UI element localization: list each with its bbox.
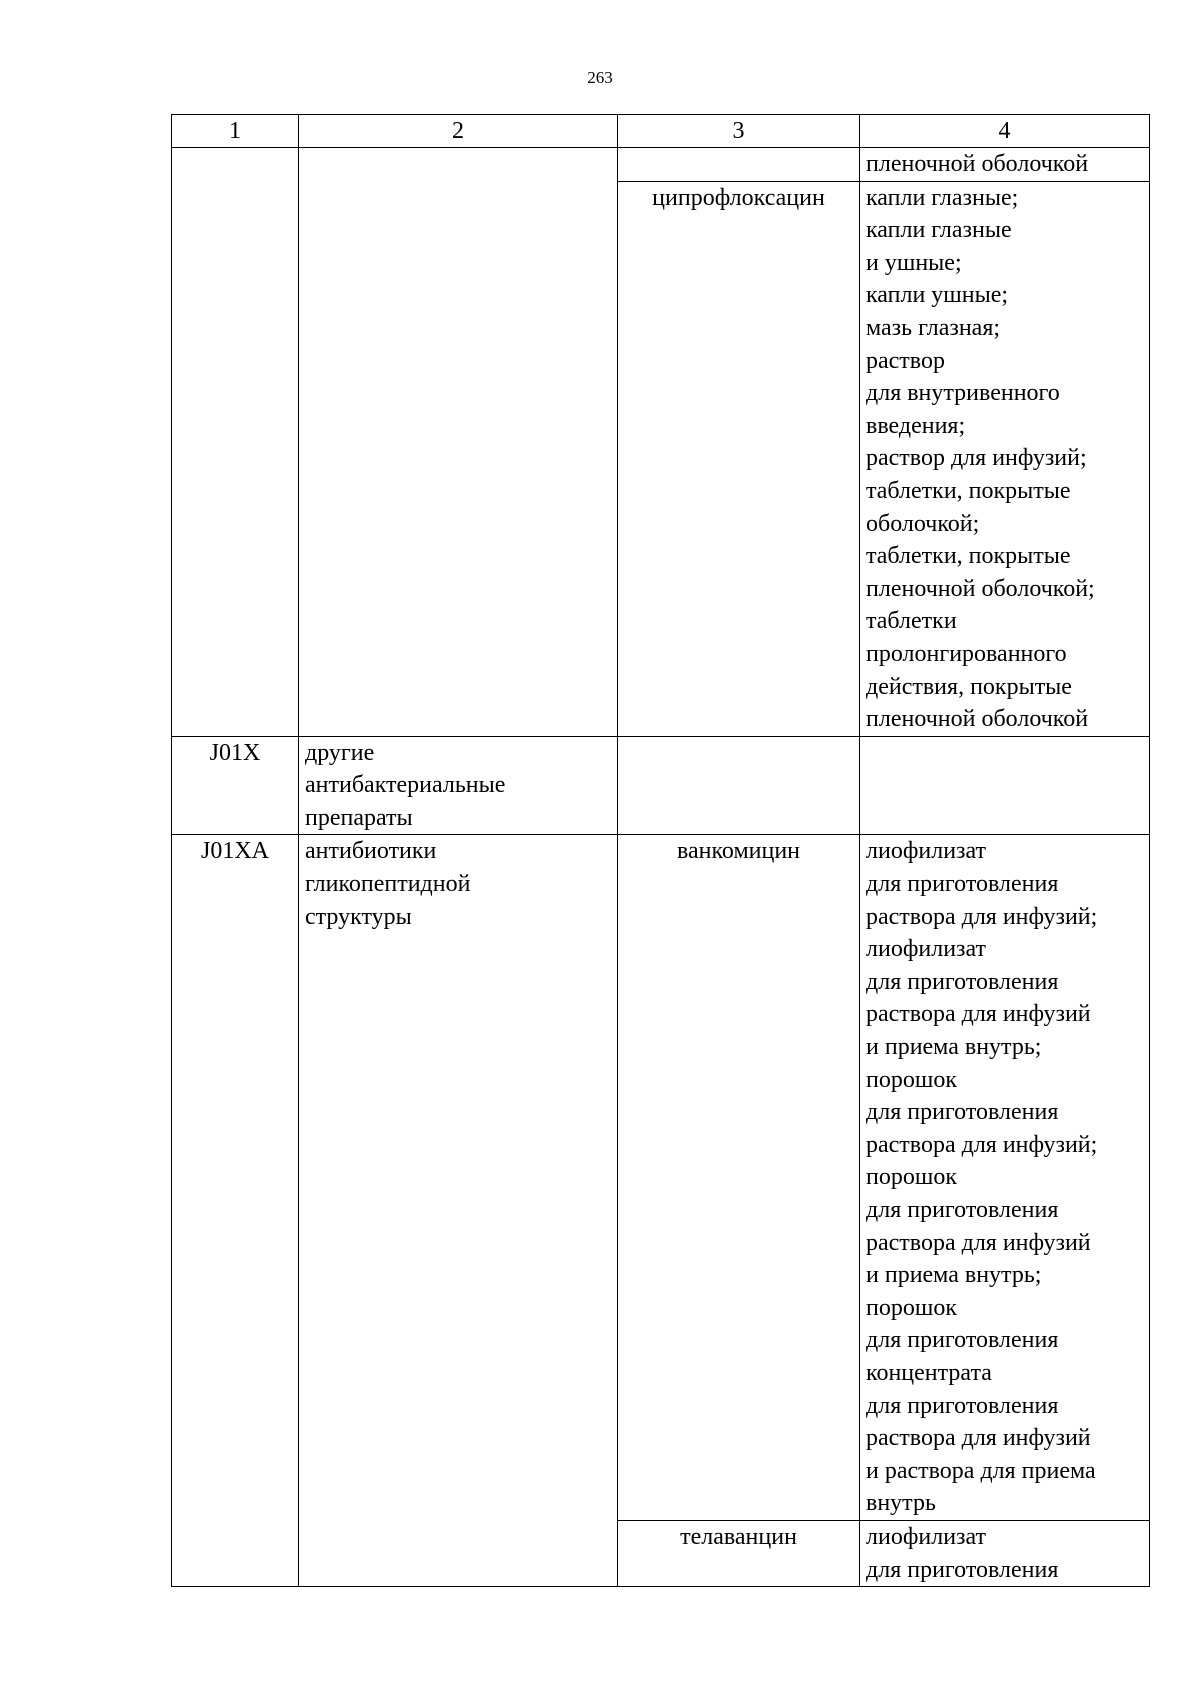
column-header-4: 4 [860,115,1150,148]
group-name-line: другие [305,739,375,766]
dosage-form-line: порошок [866,1164,957,1191]
dosage-form-line: пленочной оболочкой [866,151,1089,177]
group-name-cell [299,148,618,737]
dosage-form-line: и приема внутрь; [866,1262,1042,1289]
dosage-form-line: капли глазные; [866,184,1019,211]
table-row [172,835,1150,1520]
dosage-form-line: для приготовления [866,871,1059,898]
dosage-form-line: для приготовления [866,968,1059,995]
atc-code-cell [172,148,299,737]
dosage-form-line: раствора для инфузий [866,1229,1091,1256]
dosage-form-line: пленочной оболочкой [866,706,1089,733]
dosage-form-line: пролонгированного [866,640,1067,667]
dosage-forms-cell [860,181,1150,736]
dosage-form-line: раствора для инфузий; [866,903,1098,930]
dosage-form-line: оболочкой; [866,510,980,537]
dosage-form-line: концентрата [866,1359,992,1386]
dosage-form-line: капли ушные; [866,282,1009,309]
dosage-form-line: таблетки [866,608,957,635]
column-header-2: 2 [299,115,618,148]
group-name-line: структуры [305,903,412,930]
inn-cell: ванкомицин [618,835,860,1520]
dosage-form-line: порошок [866,1066,957,1093]
group-name-line: гликопептидной [305,871,471,898]
dosage-forms-cell [860,835,1150,1520]
group-name-line: антибактериальные [305,772,506,799]
dosage-form-line: для приготовления [866,1099,1059,1126]
table-row [172,148,1150,182]
atc-code-cell: J01X [172,736,299,835]
page-number: 263 [587,68,613,87]
inn-cell: телаванцин [618,1520,860,1586]
dosage-form-line: мазь глазная; [866,314,1001,341]
dosage-form-line: внутрь [866,1490,936,1517]
dosage-form-line: раствора для инфузий [866,1001,1091,1028]
dosage-form-line: порошок [866,1294,957,1321]
dosage-form-line: для приготовления [866,1327,1059,1354]
drug-table [171,114,1150,1587]
dosage-form-line: и раствора для приема [866,1457,1096,1484]
dosage-form-line: и приема внутрь; [866,1034,1042,1061]
inn-cell: ципрофлоксацин [618,181,860,736]
dosage-form-line: капли глазные [866,217,1012,244]
dosage-form-line: для приготовления [866,1392,1059,1419]
dosage-form-line: пленочной оболочкой; [866,575,1095,602]
dosage-forms-cell [860,1520,1150,1586]
inn-cell [618,148,860,182]
dosage-form-line: раствора для инфузий; [866,1131,1098,1158]
dosage-forms-cell [860,736,1150,835]
header-row [172,115,1150,148]
dosage-form-line: для приготовления [866,1556,1059,1583]
dosage-form-line: раствор для инфузий; [866,445,1087,472]
group-name-line: антибиотики [305,838,437,865]
inn-cell [618,736,860,835]
dosage-form-line: лиофилизат [866,936,987,963]
dosage-form-line: введения; [866,412,966,439]
column-header-1: 1 [172,115,299,148]
dosage-form-line: действия, покрытые [866,673,1072,700]
dosage-form-line: лиофилизат [866,1523,987,1550]
dosage-form-line: лиофилизат [866,838,987,865]
table-row [172,736,1150,835]
dosage-form-line: для внутривенного [866,380,1060,407]
dosage-form-line: таблетки, покрытые [866,477,1071,504]
group-name-line: препараты [305,804,413,831]
dosage-forms-cell [860,148,1150,182]
atc-code-cell: J01XA [172,835,299,1587]
group-name-cell [299,835,618,1587]
dosage-form-line: раствора для инфузий [866,1425,1091,1452]
dosage-form-line: и ушные; [866,249,962,276]
dosage-form-line: таблетки, покрытые [866,543,1071,570]
dosage-form-line: для приготовления [866,1197,1059,1223]
column-header-3: 3 [618,115,860,148]
dosage-form-line: раствор [866,347,945,374]
group-name-cell [299,736,618,835]
